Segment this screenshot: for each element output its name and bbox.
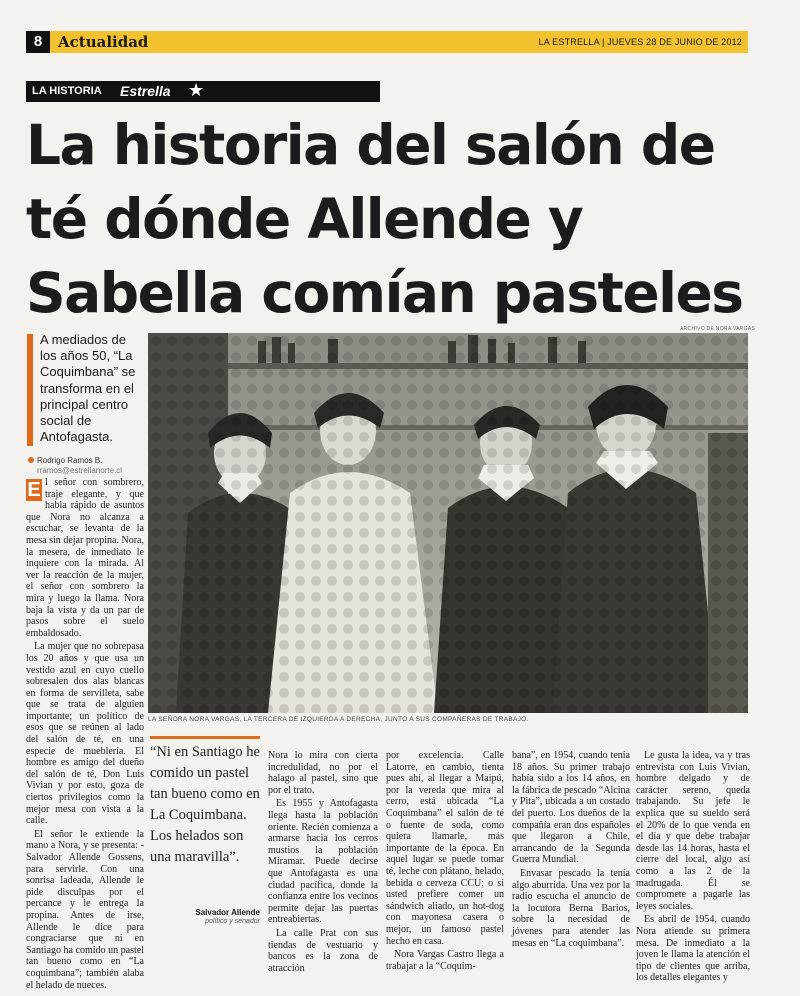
photo-caption: LA SEÑORA NORA VARGAS, LA TERCERA DE IZQUIERDA A DERECHA, JUNTO A SUS COMPAÑERAS DE TRABAJO. — [148, 716, 529, 723]
paragraph: El señor le extiende la mano a Nora, y se presenta: -Salvador Allende Gossens, para servirle. Con una sonrisa ladeada, Allende le pide disculpas por el percance y le entrega la propina. Antes de irse, Allende le dice para congraciarse que ni en Santiago ha comido un pastel tan bueno como en “La coquimbana”; también alaba el helado de nueces. — [26, 828, 144, 991]
body-column-6 — [636, 750, 750, 986]
paragraph: por excelencia. Calle Latorre, en cambio, tienta pues ahí, al llegar a Maipú, por la vereda que mira al cerro, está ubicada “La Coquimbana” el salón de té o fuente de soda, como quiera llamarle, más importante de la época. En aquel lugar se puede tomar té, leche con plátano, helado, bebida o cerveza CCU; o si usted prefiere comer un sándwich aliado, un hot-dog con mayonesa casera o mejor, un famoso pastel hecho en casa. — [386, 750, 504, 947]
bullet-icon — [28, 457, 34, 463]
dropcap: E — [27, 479, 41, 501]
quote-role: político y senador — [205, 918, 260, 925]
paragraph: Es abril de 1954, cuando Nora atiende su primera mesa. De inmediato a la joven le llama la atención el tipo de clientes que arriba, los detalles elegantes y — [636, 914, 750, 984]
lead-accent-bar — [27, 334, 33, 446]
paragraph: Le gusta la idea, va y tras entrevista con Luis Vivian, hombre delgado y de carácter sereno, queda trabajando. Su jefe le explica que su sueldo será el 20% de lo que venda en el día y que debe trabajar desde las 14 horas, hasta el cierre del local, algo así como a las 2 de la madrugada. Él se compromete a pagarle las leyes sociales. — [636, 750, 750, 912]
paragraph: La calle Prat con sus tiendas de vestuario y bancos es la zona de atracción — [268, 927, 378, 974]
headline-line: La historia del salón de — [26, 113, 715, 177]
section-name: Actualidad — [58, 33, 149, 51]
kicker-brand: Estrella — [120, 83, 171, 99]
photo-illustration — [148, 333, 748, 713]
paragraph: Nora Vargas Castro llega a trabajar a la “Coquim- — [386, 949, 504, 972]
body-column-1 — [26, 477, 144, 993]
byline-author: Rodrigo Ramos B. — [37, 456, 103, 465]
photo-credit: ARCHIVO DE NORA VARGAS — [680, 326, 756, 332]
paragraph: bana”, en 1954, cuando tenía 18 años. Su primer trabajo había sido a los 14 años, en la fábrica de pescado “Alcina y Pita”, ubicada a un costado del puerto. Los dueños de la compañía eran dos españoles que llegaron a Chile, arrancando de la Segunda Guerra Mundial. — [512, 750, 630, 866]
paragraph: Es 1955 y Antofagasta llega hasta la población oriente. Recién comienza a armarse hacia los cerros mustios la población Miramar. Puede decirse que Antofagasta es una ciudad pacífica, donde la confianza entre los vecinos permite dejar las puertas entreabiertas. — [268, 798, 378, 926]
kicker — [26, 81, 380, 102]
paragraph: Nora lo mira con cierta incredulidad, no por el halago al pastel, sino que por el trato. — [268, 750, 378, 796]
byline-email: rramos@estrellanorte.cl — [37, 466, 123, 475]
kicker-prefix: LA HISTORIA — [32, 85, 102, 97]
paragraph-text: l señor con sombrero, traje elegante, y que habla rápido de asuntos que Nora no alcanza a escuchar, se levanta de la mesa sin dejar propina. Nora, la mesera, de inmediato le inquiere con la mirada. Al ver la reacción de la mujer, el señor con sombrero la mira y luego la llama. Nora baja la vista y da un par de pasos sobre el suelo embaldosado. — [26, 477, 144, 639]
quote-rule — [150, 736, 260, 739]
headline — [26, 108, 766, 330]
archive-photo — [148, 333, 748, 713]
lead-paragraph: A mediados de los años 50, “La Coquimbana” se transforma en el principal centro social de Antofagasta. — [40, 332, 136, 445]
page-number: 8 — [26, 31, 50, 53]
header-bar — [26, 31, 748, 53]
paragraph: La mujer que no sobrepasa los 20 años y que usa un vestido azul en cuyo cuello sobresalen dos alas blancas en forma de servilleta, sabe que se trata de alguien importante; un político de esos que se reúnen al lado del salón de té, en una especie de mueblería. El hombre es amigo del dueño del salón de té, Don Luis Vivian y por esto, goza de ciertos privilegios como la mejor mesa con vista a la calle. — [26, 641, 144, 827]
headline-line: Sabella comían pasteles — [26, 261, 743, 325]
quote-author: Salvador Allende — [195, 908, 260, 917]
star-icon: ★ — [188, 80, 205, 100]
body-column-3 — [268, 750, 378, 976]
headline-line: té dónde Allende y — [26, 187, 583, 251]
paragraph: Envasar pescado la tenía algo aburrida. Una vez por la radio escucha el anuncio de la locutora Berna Barios, sobre la necesidad de jóvenes para atender las mesas en “La coquimbana”. — [512, 867, 630, 949]
paragraph — [26, 477, 144, 639]
body-column-4 — [386, 750, 504, 974]
dateline: LA ESTRELLA | JUEVES 28 DE JUNIO DE 2012 — [538, 37, 742, 47]
body-column-5 — [512, 750, 630, 951]
byline — [28, 456, 122, 476]
pull-quote: “Ni en Santiago he comido un pastel tan bueno como en La Coquimbana. Los helados son una maravilla”. — [150, 744, 260, 865]
